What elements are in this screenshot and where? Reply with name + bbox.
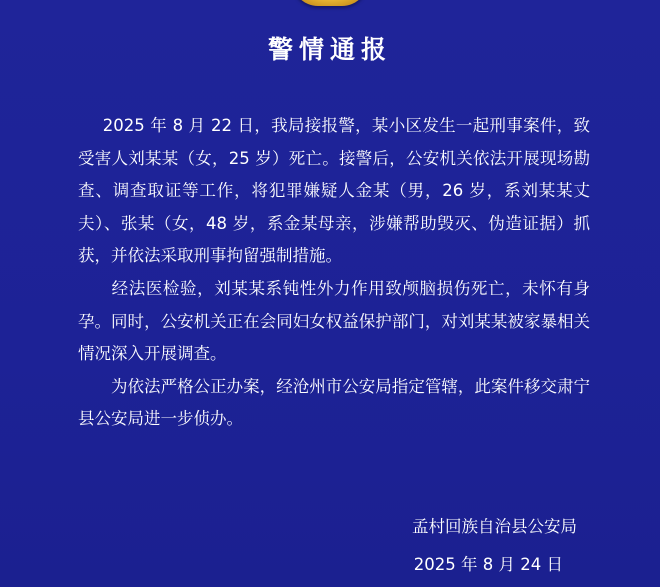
paragraph-autopsy-text: 经法医检验，刘某某系钝性外力作用致颅脑损伤死亡，未怀有身孕。同时，公安机关正在会同妇女权益保护部门，对刘某某被家暴相关情况深入开展调查。: [78, 278, 590, 364]
paragraph-jurisdiction: [78, 371, 590, 436]
issuer-name: 孟村回族自治县公安局: [412, 517, 577, 536]
indent: [78, 279, 111, 298]
paragraph-autopsy: [78, 273, 590, 371]
paragraph-jurisdiction-text: 为依法严格公正办案，经沧州市公安局指定管辖，此案件移交肃宁县公安局进一步侦办。: [78, 376, 590, 429]
indent: [78, 377, 111, 396]
police-emblem-icon: [292, 0, 368, 6]
issue-date: 2025 年 8 月 24 日: [413, 555, 563, 574]
indent: [78, 116, 103, 135]
notice-title: 警情通报: [267, 35, 392, 64]
paragraph-incident-text: 2025 年 8 月 22 日，我局接报警，某小区发生一起刑事案件，致受害人刘某某（女，25 岁）死亡。接警后，公安机关依法开展现场勘查、调查取证等工作，将犯罪嫌疑人金某（男，26 岁，系刘某某丈夫）、张某（女，48 岁，系金某母亲，涉嫌帮助毁灭、伪造证据）抓获，并依法采取刑事拘留强制措施。: [78, 116, 590, 266]
paragraph-incident: [78, 110, 590, 273]
notice-body: [78, 110, 590, 436]
